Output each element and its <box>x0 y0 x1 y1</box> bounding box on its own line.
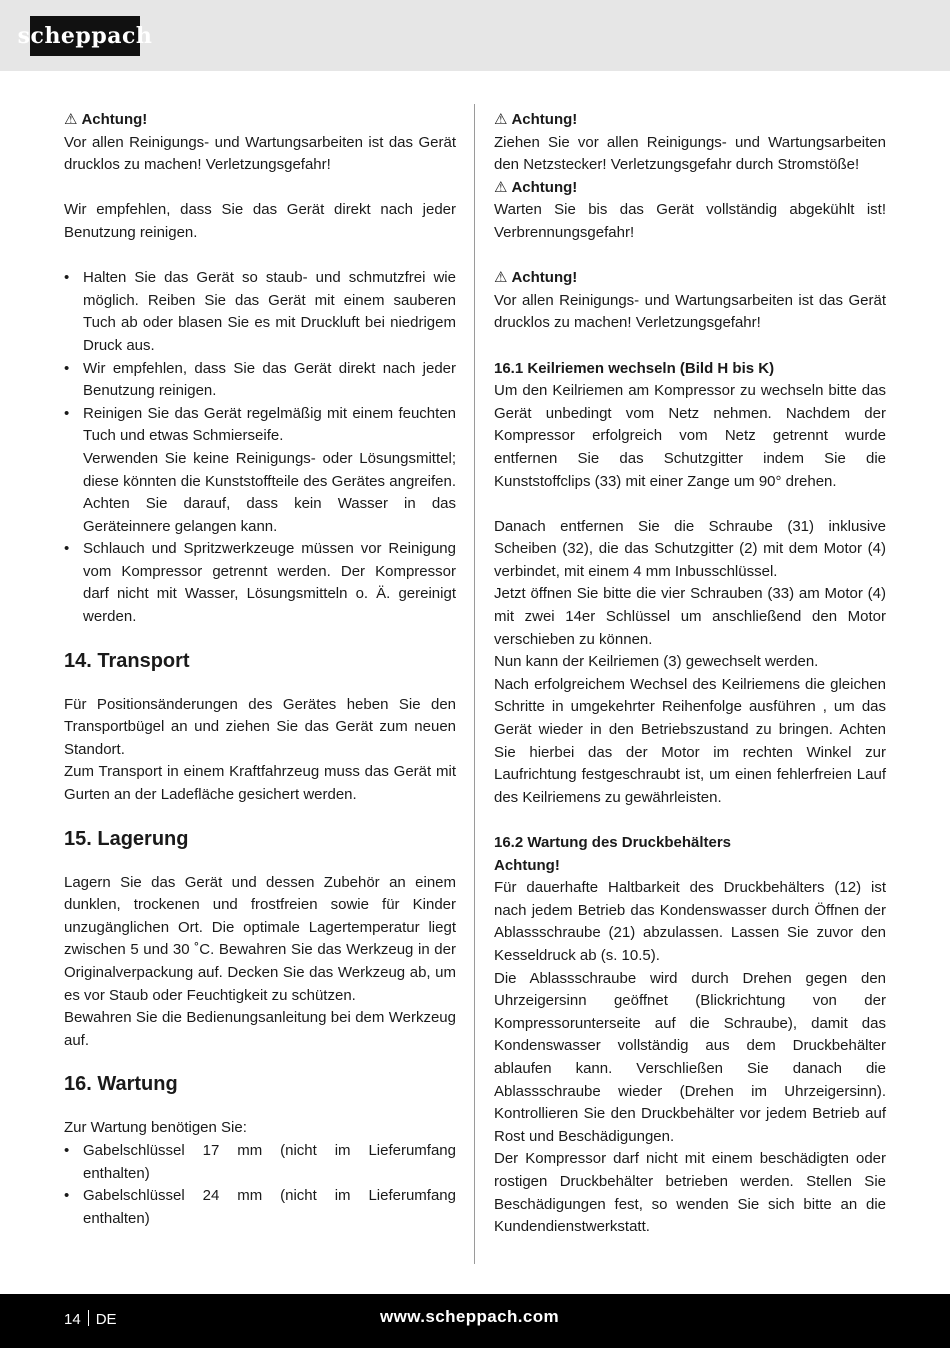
list-item-continuation: Verwenden Sie keine Reinigungs- oder Lösungsmittel; diese könnten die Kunststoffteile des Gerätes angreifen. Achten Sie darauf, dass kein Wasser in das Geräteinnere gelangen kann. <box>83 449 456 535</box>
list-item: • Gabelschlüssel 17 mm (nicht im Lieferumfang enthalten) <box>64 1141 456 1182</box>
warning-triangle-icon: ⚠ <box>494 111 508 128</box>
storage-paragraph: Lagern Sie das Gerät und dessen Zubehör an einem dunklen, trockenen und frostfreien sowie für Kinder unzugänglichen Ort. Die optimale Lagertemperatur liegt zwischen 5 und 30 ˚C. Bewahren Sie das Werkzeug in der Originalverpackung auf. Decken Sie das Werkzeug ab, um es vor Staub oder Feuchtigkeit zu schützen. <box>64 873 456 1004</box>
list-item: • Schlauch und Spritzwerkzeuge müssen vor Reinigung vom Kompressor getrennt werden. Der Kompressor darf nicht mit Wasser, Lösungsmitteln o. Ä. gereinigt werden. <box>64 540 456 626</box>
intro-text: Wir empfehlen, dass Sie das Gerät direkt nach jeder Benutzung reinigen. <box>64 201 456 241</box>
warning-text: Ziehen Sie vor allen Reinigungs- und Wartungsarbeiten den Netzstecker! Verletzungsgefahr durch Stromstöße! <box>494 133 886 174</box>
left-column <box>64 109 456 1230</box>
subsection-heading-belt: 16.1 Keilriemen wechseln (Bild H bis K) <box>494 359 775 377</box>
warning-heading: ⚠ Achtung! <box>494 111 578 128</box>
page-header <box>0 0 950 71</box>
tools-list <box>64 1140 456 1230</box>
warning-heading: ⚠ Achtung! <box>494 269 578 287</box>
tank-paragraph: Die Ablassschraube wird durch Drehen gegen den Uhrzeigersinn geöffnet (Blickrichtung von der Kompressorunterseite auf die Schraube), damit das Kondenswasser vollständig aus dem Druckbehälter ablaufen kann. Verschließen Sie danach die Ablassschraube wieder (Drehen im Uhrzeigersinn). Kontrollieren Sie den Druckbehälter vor jedem Betrieb auf Rost und Beschädigungen. <box>494 969 886 1145</box>
warning-text: Vor allen Reinigungs- und Wartungsarbeiten ist das Gerät drucklos zu machen! Verletzungsgefahr! <box>64 133 456 174</box>
warning-triangle-icon: ⚠ <box>64 111 78 128</box>
section-heading-storage: 15. Lagerung <box>64 827 189 850</box>
tank-warning-label: Achtung! <box>494 856 560 874</box>
column-divider <box>474 104 475 1264</box>
storage-paragraph: Bewahren Sie die Bedienungsanleitung bei dem Werkzeug auf. <box>64 1009 456 1049</box>
warning-text: Warten Sie bis das Gerät vollständig abgekühlt ist! Verbrennungsgefahr! <box>494 201 886 241</box>
section-heading-maintenance: 16. Wartung <box>64 1073 178 1096</box>
warning-heading: ⚠ Achtung! <box>494 178 578 196</box>
transport-paragraph: Zum Transport in einem Kraftfahrzeug muss das Gerät mit Gurten an der Ladefläche gesichert werden. <box>64 763 456 804</box>
language-code: DE <box>95 1311 117 1328</box>
belt-paragraph: Nun kann der Keilriemen (3) gewechselt werden. <box>494 653 819 671</box>
belt-paragraph: Nach erfolgreichem Wechsel des Keilriemens die gleichen Schritte in umgekehrter Reihenfolge ausführen , um das Gerät wieder in den Betriebszustand zu bringen. Achten Sie hierbei das der Motor im rechten Winkel zur Laufrichtung festgeschraubt ist, um einen fehlerfreien Lauf des Keilriemens zu gewährleisten. <box>494 675 886 806</box>
tank-paragraph: Für dauerhafte Haltbarkeit des Druckbehälters (12) ist nach jedem Betrieb das Kondenswasser durch Öffnen der Ablassschraube (21) abzulassen. Lassen Sie zuvor den Kesseldruck ab (s. 10.5). <box>494 879 886 964</box>
list-item: • Halten Sie das Gerät so staub- und schmutzfrei wie möglich. Reiben Sie das Gerät mit einem sauberen Tuch ab oder blasen Sie es mit Druckluft bei niedrigem Druck aus. <box>64 269 456 354</box>
cleaning-list <box>64 267 456 629</box>
warning-text: Vor allen Reinigungs- und Wartungsarbeiten ist das Gerät drucklos zu machen! Verletzungsgefahr! <box>494 291 886 332</box>
tank-paragraph: Der Kompressor darf nicht mit einem beschädigten oder rostigen Druckbehälter betrieben werden. Stellen Sie Beschädigungen fest, so wenden Sie sich bitte an die Kundendienstwerkstatt. <box>494 1150 886 1236</box>
list-item: • Gabelschlüssel 24 mm (nicht im Lieferumfang enthalten) <box>64 1187 456 1227</box>
page-footer <box>0 1294 950 1348</box>
warning-heading: ⚠ Achtung! <box>64 111 148 128</box>
subsection-heading-tank: 16.2 Wartung des Druckbehälters <box>494 834 732 851</box>
belt-paragraph: Um den Keilriemen am Kompressor zu wechseln bitte das Gerät unbedingt vom Netz nehmen. Nachdem der Kompressor erfolgreich vom Netz getrennt wurde entfernen Sie das Schutzgitter indem Sie die Kunststoffclips (33) mit einer Zange um 90° drehen. <box>494 382 886 490</box>
maintenance-intro: Zur Wartung benötigen Sie: <box>64 1119 247 1137</box>
list-item: • Reinigen Sie das Gerät regelmäßig mit einem feuchten Tuch und etwas Schmierseife. Verwenden Sie keine Reinigungs- oder Lösungsmittel; diese könnten die Kunststoffteile des Gerätes angreifen. Achten Sie darauf, dass kein Wasser in das Geräteinnere gelangen kann. <box>64 403 456 539</box>
website-url: www.scheppach.com <box>380 1307 560 1326</box>
brand-logo <box>17 16 153 56</box>
transport-paragraph: Für Positionsänderungen des Gerätes heben Sie den Transportbügel an und ziehen Sie das Gerät zum neuen Standort. <box>64 695 456 758</box>
list-item: • Wir empfehlen, dass Sie das Gerät direkt nach jeder Benutzung reinigen. <box>64 359 456 400</box>
warning-triangle-icon: ⚠ <box>494 178 508 196</box>
page-number: 14 DE <box>64 1311 117 1328</box>
belt-paragraph: Danach entfernen Sie die Schraube (31) inklusive Scheiben (32), die das Schutzgitter (2) mit dem Motor (4) verbindet, mit einem 4 mm Inbusschlüssel. <box>494 517 886 580</box>
section-heading-transport: 14. Transport <box>64 649 190 672</box>
right-column <box>494 109 886 1239</box>
belt-paragraph: Jetzt öffnen Sie bitte die vier Schrauben (33) am Motor (4) mit zwei 14er Schlüssel um anschließend den Motor verschieben zu können. <box>494 585 886 648</box>
brand-logo-text: scheppach <box>17 23 153 49</box>
warning-triangle-icon: ⚠ <box>494 269 508 287</box>
